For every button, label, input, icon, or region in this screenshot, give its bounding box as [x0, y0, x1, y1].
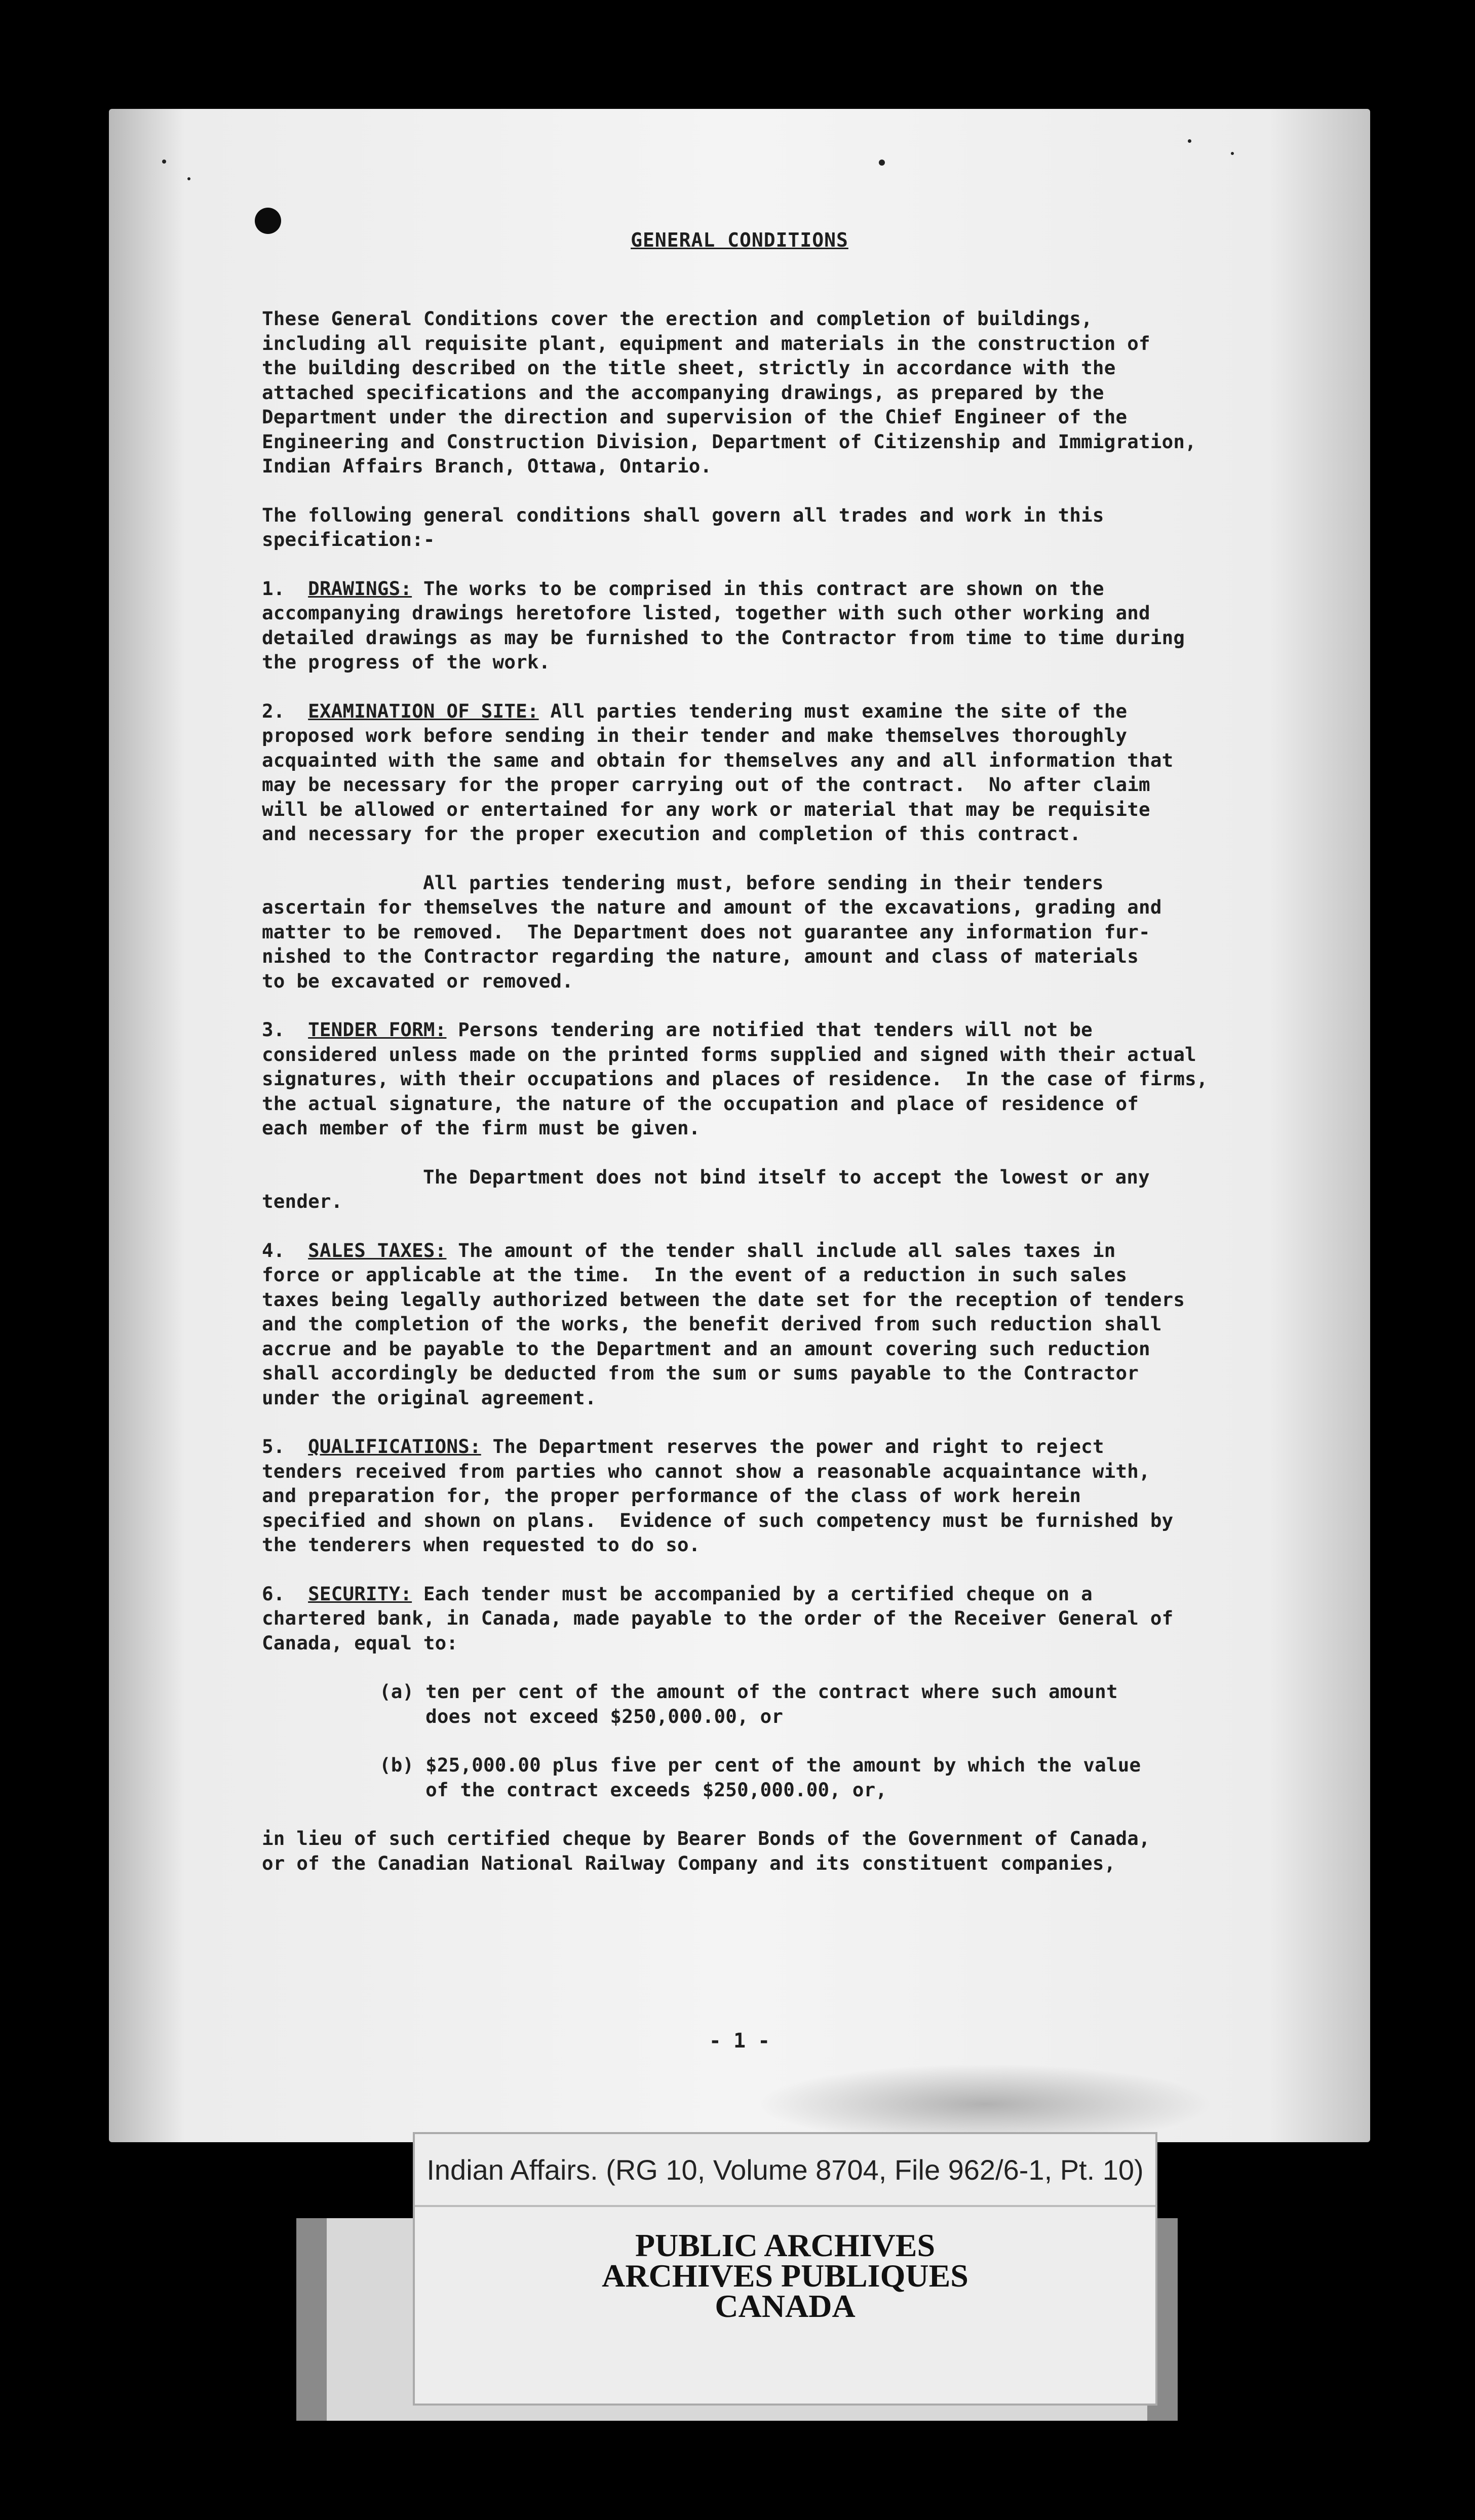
text-line: signatures, with their occupations and places of residence. In the case of firms, [262, 1068, 1208, 1090]
section-first-line [262, 1434, 1234, 1459]
section-first-line-text: Persons tendering are notified that tenders will not be [446, 1018, 1093, 1041]
section-first-line [262, 1017, 1234, 1042]
text-line: the tenderers when requested to do so. [262, 1533, 701, 1556]
text-line: chartered bank, in Canada, made payable to the order of the Receiver General of [262, 1607, 1174, 1629]
section-heading: QUALIFICATIONS: [308, 1435, 481, 1458]
label-divider [415, 2205, 1155, 2207]
document-body [262, 306, 1234, 1875]
dust-speck [879, 160, 885, 166]
section-first-line [262, 576, 1234, 601]
section-heading: SECURITY: [308, 1582, 412, 1605]
text-line: attached specifications and the accompanying drawings, as prepared by the [262, 381, 1104, 404]
archive-citation: Indian Affairs. (RG 10, Volume 8704, File 962/6-1, Pt. 10) [426, 2154, 1144, 2186]
section-3 [262, 1017, 1234, 1140]
section-first-line [262, 699, 1234, 724]
text-line: accompanying drawings heretofore listed, together with such other working and [262, 602, 1150, 624]
section-first-line-text: The amount of the tender shall include all sales taxes in [446, 1239, 1116, 1262]
section-first-line-text: Each tender must be accompanied by a certified cheque on a [412, 1582, 1093, 1605]
text-line: Canada, equal to: [262, 1631, 458, 1654]
text-line: the actual signature, the nature of the occupation and place of residence of [262, 1092, 1139, 1115]
security-item [262, 1679, 1234, 1728]
text-line: proposed work before sending in their tender and make themselves thoroughly [262, 724, 1128, 746]
text-line: including all requisite plant, equipment and materials in the construction of [262, 332, 1150, 355]
text-line: the building described on the title sheet, strictly in accordance with the [262, 357, 1116, 379]
text-line: the progress of the work. [262, 651, 551, 673]
section-first-line [262, 1238, 1234, 1263]
text-line: ascertain for themselves the nature and amount of the excavations, grading and [262, 896, 1162, 918]
text-line: to be excavated or removed. [262, 969, 573, 992]
text-line: under the original agreement. [262, 1386, 597, 1409]
security-item [262, 1753, 1234, 1802]
document-page [109, 109, 1370, 2142]
text-line: matter to be removed. The Department does not guarantee any information fur- [262, 920, 1150, 943]
section-number: 6. [262, 1582, 285, 1605]
section-first-line-text: The Department reserves the power and right to reject [481, 1435, 1104, 1458]
text-line: taxes being legally authorized between the date set for the reception of tenders [262, 1288, 1185, 1311]
text-line: tenders received from parties who cannot show a reasonable acquaintance with, [262, 1460, 1150, 1482]
text-line: each member of the firm must be given. [262, 1117, 701, 1139]
governing-paragraph [262, 503, 1234, 552]
text-line: will be allowed or entertained for any work or material that may be requisite [262, 798, 1150, 820]
text-line: Indian Affairs Branch, Ottawa, Ontario. [262, 455, 712, 477]
dust-speck [1231, 152, 1234, 155]
dust-speck [162, 160, 166, 164]
section-number: 5. [262, 1435, 285, 1458]
section-number: 2. [262, 699, 285, 722]
section-2 [262, 699, 1234, 846]
section-6 [262, 1582, 1234, 1656]
text-line: in lieu of such certified cheque by Bearer Bonds of the Government of Canada, [262, 1827, 1150, 1849]
document-title: GENERAL CONDITIONS [631, 229, 848, 251]
section-continuation [262, 1165, 1234, 1214]
text-line: does not exceed $250,000.00, or [379, 1705, 784, 1727]
text-line: nished to the Contractor regarding the nature, amount and class of materials [262, 945, 1139, 967]
dust-speck [1188, 139, 1191, 143]
text-line: considered unless made on the printed forms supplied and signed with their actual [262, 1043, 1196, 1066]
text-line: specified and shown on plans. Evidence of such competency must be furnished by [262, 1509, 1174, 1531]
section-heading: TENDER FORM: [308, 1018, 447, 1041]
archive-stamp-line-1: PUBLIC ARCHIVES [635, 2227, 936, 2263]
section-heading: DRAWINGS: [308, 577, 412, 600]
dust-speck [187, 177, 190, 180]
text-line: shall accordingly be deducted from the sum or sums payable to the Contractor [262, 1362, 1139, 1384]
section-number: 1. [262, 577, 285, 600]
text-line: The Department does not bind itself to accept the lowest or any [423, 1165, 1150, 1188]
text-line: and necessary for the proper execution and completion of this contract. [262, 822, 1081, 845]
intro-paragraph [262, 306, 1234, 479]
text-line: acquainted with the same and obtain for themselves any and all information that [262, 749, 1174, 771]
archive-stamp-line-3: CANADA [715, 2288, 856, 2324]
archive-label [413, 2132, 1157, 2406]
text-line: and preparation for, the proper performance of the class of work herein [262, 1484, 1081, 1507]
text-line: force or applicable at the time. In the event of a reduction in such sales [262, 1264, 1128, 1286]
text-line: specification:- [262, 528, 435, 550]
archive-stamp-line-2: ARCHIVES PUBLIQUES [602, 2258, 968, 2294]
section-first-line-text: The works to be comprised in this contract are shown on the [412, 577, 1104, 600]
section-continuation [262, 871, 1234, 994]
page-number: - 1 - [709, 2029, 770, 2053]
section-first-line-text: All parties tendering must examine the site of the [538, 699, 1128, 722]
text-line: of the contract exceeds $250,000.00, or, [379, 1778, 887, 1801]
section-heading: SALES TAXES: [308, 1239, 447, 1262]
section-5 [262, 1434, 1234, 1557]
section-number: 3. [262, 1018, 285, 1041]
section-number: 4. [262, 1239, 285, 1262]
section-first-line [262, 1582, 1234, 1606]
section-1 [262, 576, 1234, 675]
text-line: All parties tendering must, before sending in their tenders [423, 871, 1104, 894]
text-line: accrue and be payable to the Department and an amount covering such reduction [262, 1337, 1150, 1360]
closing-paragraph [262, 1826, 1234, 1875]
text-line: may be necessary for the proper carrying out of the contract. No after claim [262, 773, 1150, 796]
section-heading: EXAMINATION OF SITE: [308, 699, 539, 722]
text-line: These General Conditions cover the erection and completion of buildings, [262, 307, 1093, 330]
text-line: The following general conditions shall govern all trades and work in this [262, 503, 1104, 526]
text-line: Engineering and Construction Division, Department of Citizenship and Immigration, [262, 430, 1196, 453]
text-line: tender. [262, 1190, 343, 1212]
text-line: and the completion of the works, the benefit derived from such reduction shall [262, 1313, 1162, 1335]
text-line: (b) $25,000.00 plus five per cent of the amount by which the value [379, 1754, 1141, 1776]
text-line: (a) ten per cent of the amount of the contract where such amount [379, 1680, 1118, 1703]
section-4 [262, 1238, 1234, 1410]
text-line: detailed drawings as may be furnished to the Contractor from time to time during [262, 626, 1185, 649]
text-line: Department under the direction and supervision of the Chief Engineer of the [262, 406, 1128, 428]
text-line: or of the Canadian National Railway Company and its constituent companies, [262, 1852, 1116, 1874]
